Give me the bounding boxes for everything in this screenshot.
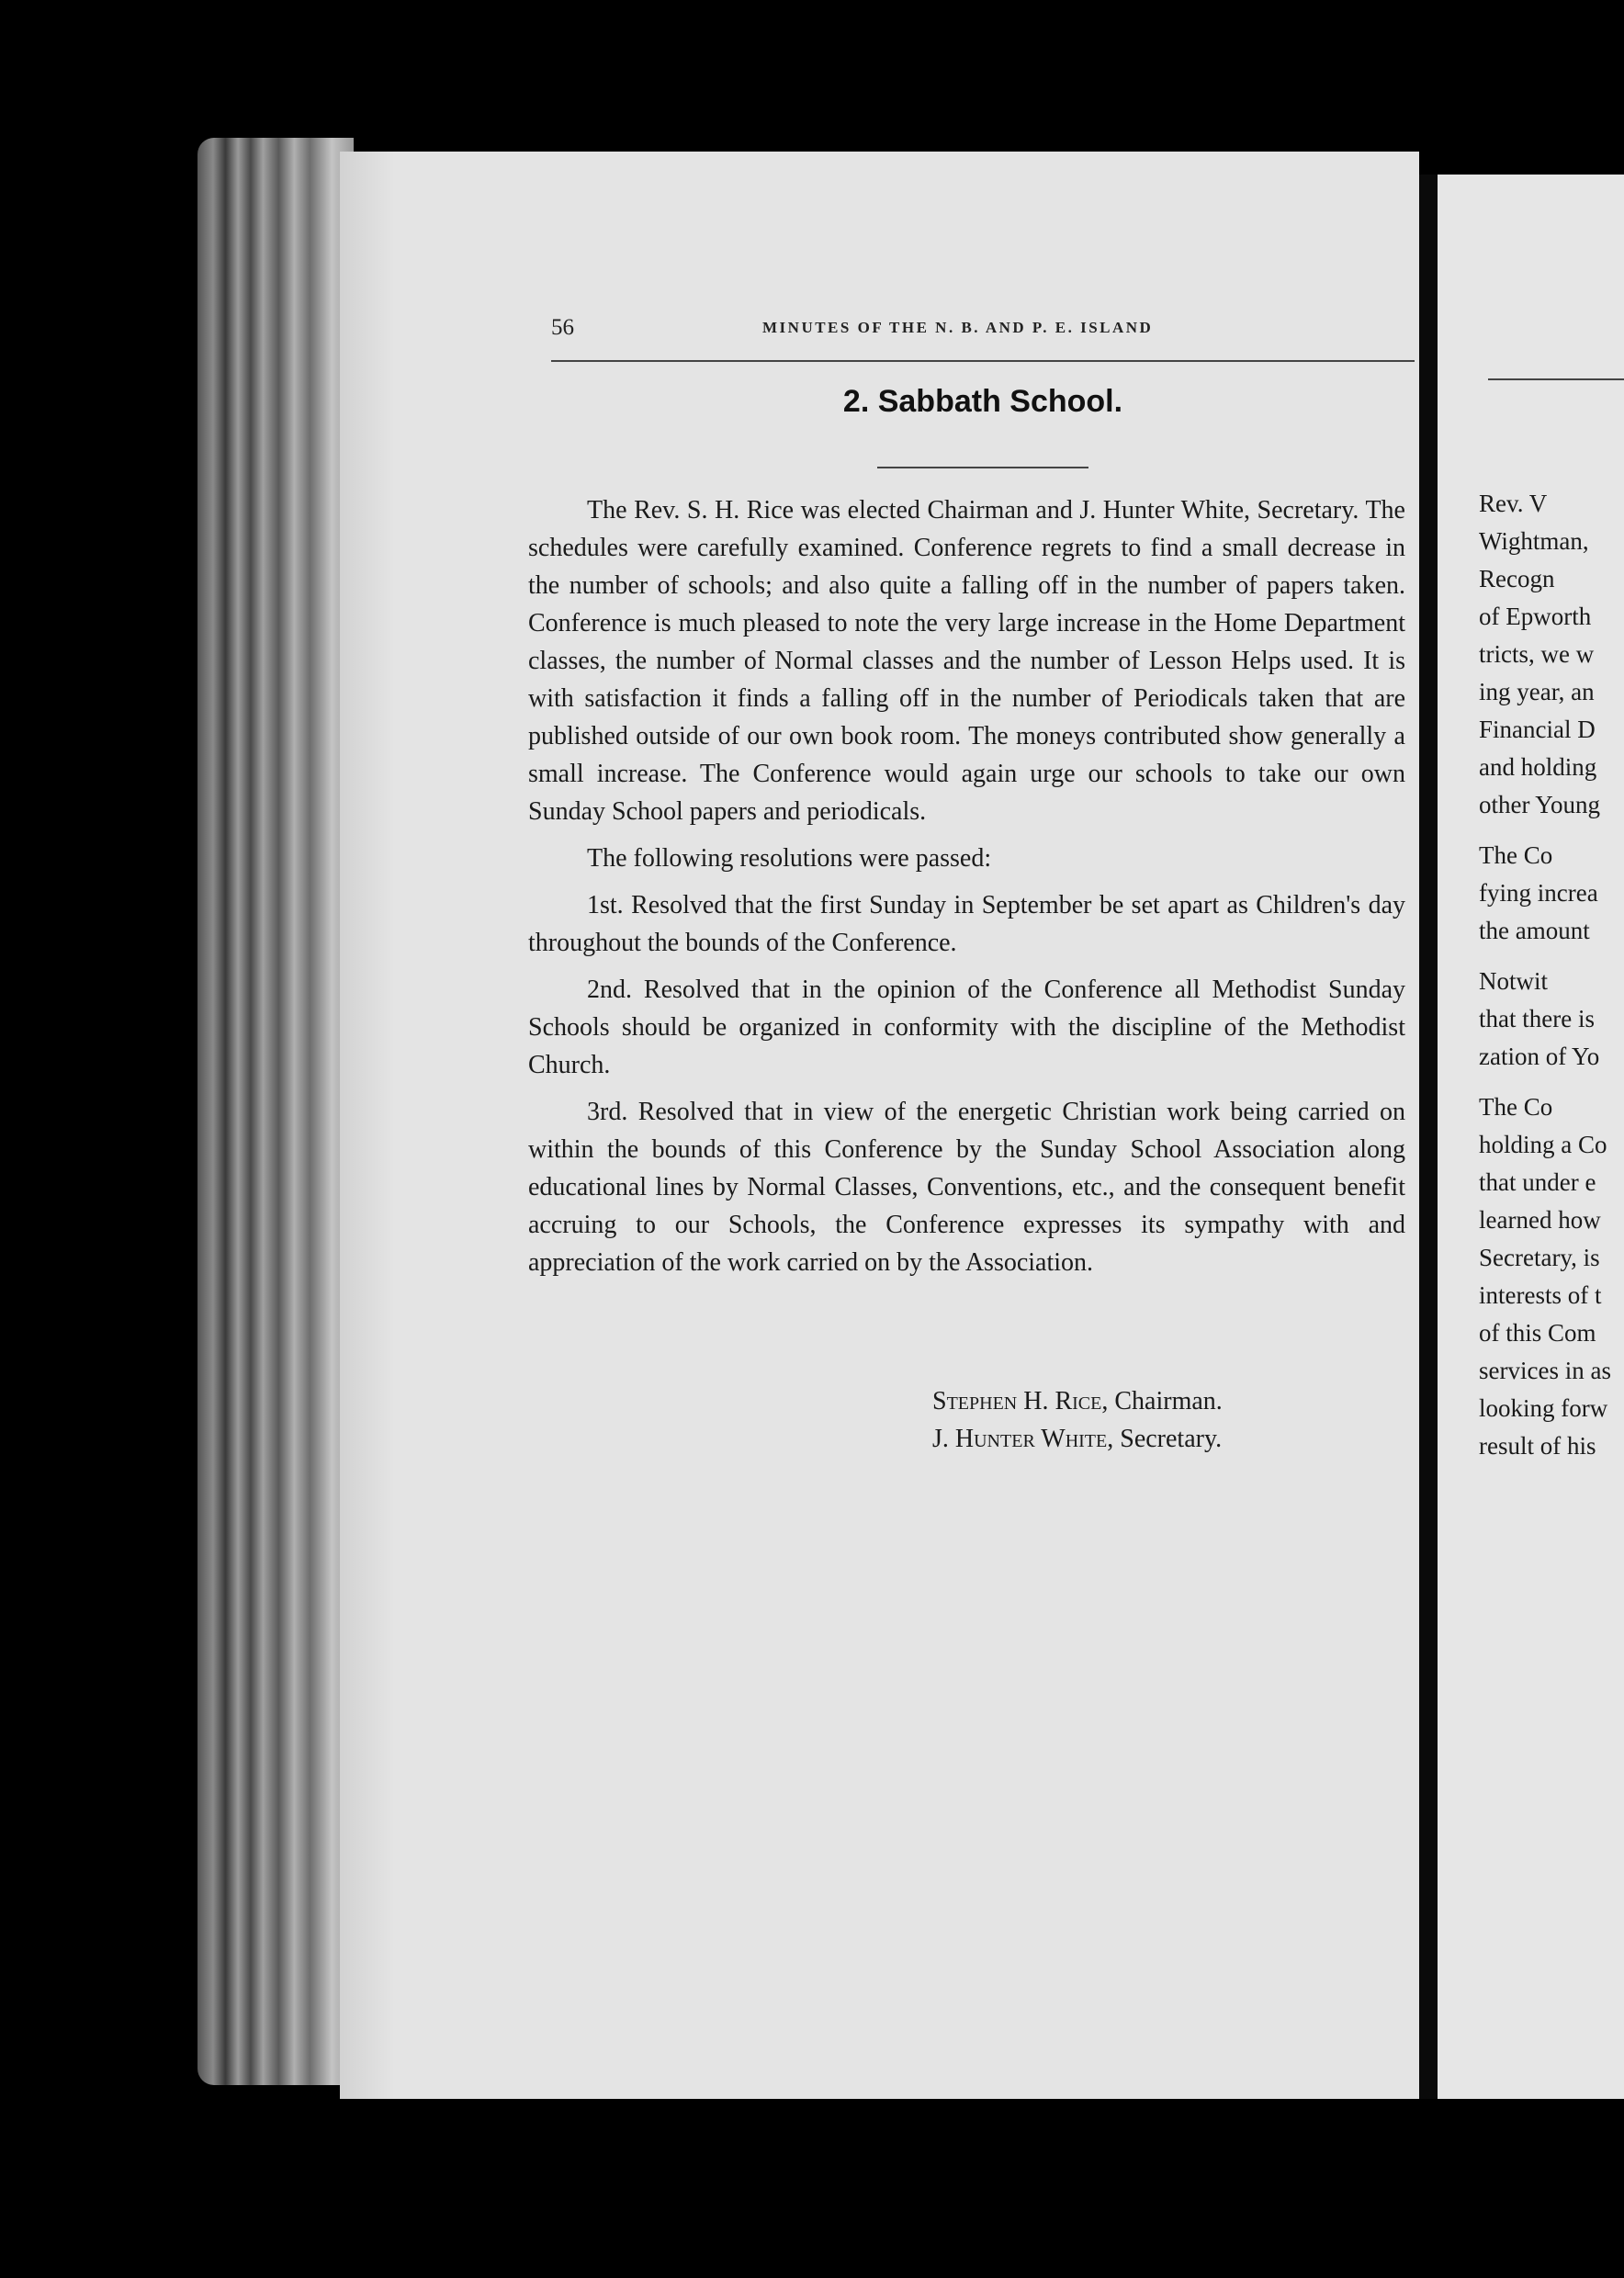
signature-chairman	[932, 1382, 1223, 1420]
right-page-line: tricts, we w	[1479, 640, 1595, 668]
body-text	[528, 491, 1405, 1281]
book-gutter	[1419, 175, 1438, 2099]
resolution-1: 1st. Resolved that the first Sunday in September be set apart as Children's day throughout the bounds of the Conference.	[528, 891, 1405, 957]
right-page-line: and holding	[1479, 753, 1597, 781]
right-page-line: of this Com	[1479, 1319, 1596, 1347]
right-page-line: Notwit	[1479, 967, 1549, 995]
chairman-name: Stephen H. Rice	[932, 1387, 1102, 1415]
right-page-line: Wightman,	[1479, 527, 1589, 555]
right-page-line: that there is	[1479, 1005, 1595, 1032]
resolution-3: 3rd. Resolved that in view of the energetic Christian work being carried on within the bounds of this Conference by the Sunday School Association along educational lines by Normal Classes, Conventions, etc., and the consequent benefit accruing to our Schools, the Conference expresses its sympathy with and appreciation of the work carried on by the Association.	[528, 1098, 1405, 1277]
signature-block	[932, 1382, 1223, 1458]
right-page-line: other Young	[1479, 791, 1601, 818]
secretary-title: , Secretary.	[1107, 1425, 1223, 1453]
resolutions-intro: The following resolutions were passed:	[587, 844, 992, 873]
page-header	[551, 315, 1415, 352]
right-page-line: fying increa	[1479, 879, 1598, 907]
right-page-line: ing year, an	[1479, 678, 1595, 705]
right-page-line: Rev. V	[1479, 490, 1548, 517]
right-page-line: Secretary, is	[1479, 1244, 1600, 1271]
right-page-line: zation of Yo	[1479, 1043, 1600, 1070]
paragraph-1: The Rev. S. H. Rice was elected Chairman and J. Hunter White, Secretary. The schedules were carefully examined. Conference regrets to find a small decrease in the number of schools; and also quite a falling off in the number of papers taken. Conference is much pleased to note the very large increase in the Home Department classes, the number of Normal classes and the number of Lesson Helps used. It is with satisfaction it finds a falling off in the number of Periodicals taken that are published outside of our own book room. The moneys contributed show generally a small increase. The Conference would again urge our schools to take our own Sunday School papers and periodicals.	[528, 496, 1405, 826]
resolution-2: 2nd. Resolved that in the opinion of the Conference all Methodist Sunday Schools should be organized in conformity with the discipline of the Methodist Church.	[528, 975, 1405, 1079]
chairman-title: , Chairman.	[1101, 1387, 1223, 1415]
running-head: MINUTES OF THE N. B. AND P. E. ISLAND	[762, 319, 1154, 336]
title-rule	[877, 467, 1088, 468]
right-page-line: the amount	[1479, 917, 1590, 944]
section-title: 2. Sabbath School.	[842, 384, 1123, 419]
book-page-edges	[197, 138, 354, 2085]
right-page-line: Financial D	[1479, 716, 1596, 743]
right-page-line: result of his	[1479, 1432, 1596, 1460]
right-page-line: holding a Co	[1479, 1131, 1607, 1158]
right-page-fragment	[1438, 175, 1624, 2099]
signature-secretary	[932, 1420, 1223, 1458]
right-page-line: The Co	[1479, 841, 1553, 869]
secretary-name: J. Hunter White	[932, 1425, 1108, 1453]
right-page-line: looking forw	[1479, 1394, 1608, 1422]
right-page-line: learned how	[1479, 1206, 1601, 1234]
right-page-line: services in as	[1479, 1357, 1611, 1384]
header-rule	[551, 360, 1415, 362]
right-page-line: that under e	[1479, 1168, 1596, 1196]
right-page-text	[1479, 485, 1611, 1465]
right-page-line: The Co	[1479, 1093, 1553, 1121]
right-page-line: Recogn	[1479, 565, 1555, 592]
right-page-line: of Epworth	[1479, 603, 1592, 630]
page-number: 56	[551, 315, 574, 340]
right-page-line: interests of t	[1479, 1281, 1602, 1309]
right-page-header-rule	[1488, 378, 1624, 380]
